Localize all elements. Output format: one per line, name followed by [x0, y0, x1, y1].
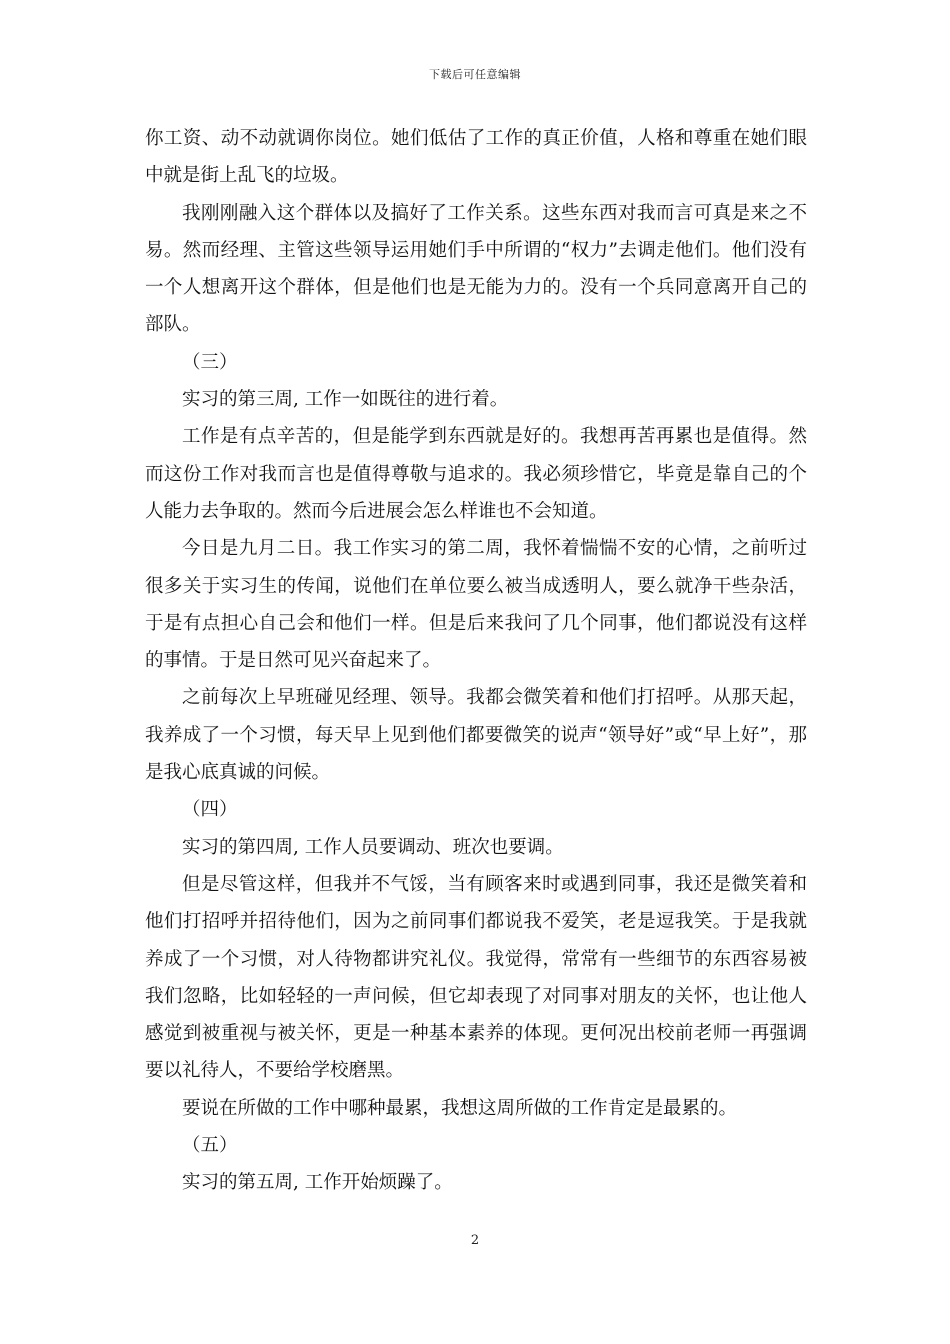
section-heading: （五）: [182, 1135, 238, 1157]
paragraph: 实习的第四周, 工作人员要调动、班次也要调。: [182, 836, 564, 858]
document-body: [145, 120, 807, 1202]
paragraph: 你工资、动不动就调你岗位。她们低估了工作的真正价值，人格和尊重在她们眼中就是街上乱飞的垃圾。: [145, 128, 807, 187]
page-header: 下载后可任意编辑: [429, 68, 521, 81]
paragraph: 但是尽管这样，但我并不气馁，当有顾客来时或遇到同事，我还是微笑着和他们打招呼并招待他们，因为之前同事们都说我不爱笑，老是逗我笑。于是我就养成了一个习惯，对人待物都讲究礼仪。我觉得，常常有一些细节的东西容易被我们忽略，比如轻轻的一声问候，但它却表现了对同事对朋友的关怀，也让他人感觉到被重视与被关怀，更是一种基本素养的体现。更何况出校前老师一再强调要以礼待人，不要给学校磨黑。: [145, 873, 807, 1082]
paragraph: 实习的第五周, 工作开始烦躁了。: [182, 1172, 453, 1194]
paragraph: 今日是九月二日。我工作实习的第二周，我怀着惴惴不安的心情，之前听过很多关于实习生的传闻，说他们在单位要么被当成透明人，要么就净干些杂活，于是有点担心自己会和他们一样。但是后来我问了几个同事，他们都说没有这样的事情。于是日然可见兴奋起来了。: [145, 538, 807, 672]
section-heading: （四）: [182, 799, 238, 821]
paragraph: 要说在所做的工作中哪种最累，我想这周所做的工作肯定是最累的。: [182, 1097, 738, 1119]
paragraph: 工作是有点辛苦的，但是能学到东西就是好的。我想再苦再累也是值得。然而这份工作对我而言也是值得尊敬与追求的。我必须珍惜它，毕竟是靠自己的个人能力去争取的。然而今后进展会怎么样谁也不会知道。: [145, 426, 807, 522]
page-number: 2: [470, 1233, 480, 1248]
section-heading: （三）: [182, 351, 238, 373]
paragraph: 实习的第三周, 工作一如既往的进行着。: [182, 389, 509, 411]
paragraph: 我刚刚融入这个群体以及搞好了工作关系。这些东西对我而言可真是来之不易。然而经理、主管这些领导运用她们手中所谓的“权力”去调走他们。他们没有一个人想离开这个群体，但是他们也是无能为力的。没有一个兵同意离开自己的部队。: [145, 202, 807, 336]
paragraph: 之前每次上早班碰见经理、领导。我都会微笑着和他们打招呼。从那天起，我养成了一个习惯，每天早上见到他们都要微笑的说声“领导好”或“早上好”，那是我心底真诚的问候。: [145, 687, 807, 784]
